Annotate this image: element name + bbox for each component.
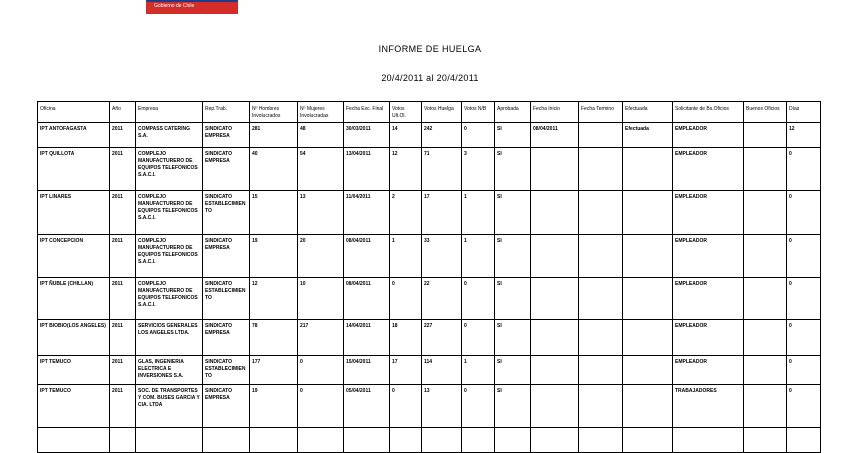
table-cell: IPT LINARES bbox=[38, 191, 110, 235]
table-cell: GLAS, INGENIERIA ELECTRICA E INVERSIONES S.A. bbox=[136, 356, 203, 385]
table-cell: 0 bbox=[787, 235, 821, 278]
column-header: Buenos Oficios bbox=[744, 102, 787, 123]
table-cell: 13/04/2011 bbox=[344, 148, 390, 191]
column-header: Fecha Inicio bbox=[531, 102, 579, 123]
table-cell: SERVICIOS GENERALES LOS ANGELES LTDA. bbox=[136, 320, 203, 356]
table-cell bbox=[579, 278, 623, 320]
table-cell: SINDICATO EMPRESA bbox=[203, 123, 250, 148]
table-cell bbox=[744, 123, 787, 148]
table-cell bbox=[579, 123, 623, 148]
table-cell: EMPLEADOR bbox=[673, 123, 744, 148]
table-cell: 08/04/2011 bbox=[531, 123, 579, 148]
table-cell: 19 bbox=[250, 235, 298, 278]
table-cell: SINDICATO ESTABLECIMIENTO bbox=[203, 356, 250, 385]
table-cell: 2 bbox=[390, 191, 422, 235]
table-cell: 1 bbox=[390, 235, 422, 278]
table-cell: 30/03/2011 bbox=[344, 123, 390, 148]
table-cell: 33 bbox=[422, 235, 462, 278]
table-cell bbox=[531, 356, 579, 385]
table-cell bbox=[298, 428, 344, 453]
table-cell: EMPLEADOR bbox=[673, 235, 744, 278]
table-cell: SI bbox=[495, 148, 531, 191]
table-cell: SINDICATO EMPRESA bbox=[203, 320, 250, 356]
table-cell: 17 bbox=[422, 191, 462, 235]
table-cell: 0 bbox=[462, 320, 495, 356]
column-header: Aprobada bbox=[495, 102, 531, 123]
report-title: INFORME DE HUELGA bbox=[378, 44, 482, 54]
table-cell bbox=[623, 356, 673, 385]
table-cell: 227 bbox=[422, 320, 462, 356]
table-cell: 0 bbox=[298, 356, 344, 385]
table-cell: 2011 bbox=[110, 320, 136, 356]
table-cell: 14 bbox=[390, 123, 422, 148]
table-cell: 13 bbox=[298, 191, 344, 235]
column-header: Fecha Termino bbox=[579, 102, 623, 123]
table-cell bbox=[136, 428, 203, 453]
table-cell: IPT QUILLOTA bbox=[38, 148, 110, 191]
table-cell: 0 bbox=[787, 278, 821, 320]
table-row bbox=[38, 428, 821, 453]
table-cell bbox=[422, 428, 462, 453]
table-cell bbox=[531, 320, 579, 356]
table-cell: SINDICATO ESTABLECIMIENTO bbox=[203, 191, 250, 235]
table-cell bbox=[579, 191, 623, 235]
table-cell: SI bbox=[495, 356, 531, 385]
table-cell: SOC. DE TRANSPORTES Y COM. BUSES GARCIA Y CIA. LTDA bbox=[136, 385, 203, 428]
table-cell bbox=[531, 148, 579, 191]
column-header: Rep.Trab. bbox=[203, 102, 250, 123]
column-header: Nº Mujeres Involucradas bbox=[298, 102, 344, 123]
table-cell bbox=[623, 428, 673, 453]
table-cell bbox=[579, 148, 623, 191]
table-cell bbox=[744, 385, 787, 428]
table-cell: IPT TEMUCO bbox=[38, 385, 110, 428]
table-cell bbox=[579, 428, 623, 453]
table-row bbox=[38, 356, 821, 385]
table-cell: 281 bbox=[250, 123, 298, 148]
table-cell: SI bbox=[495, 320, 531, 356]
table-cell bbox=[623, 235, 673, 278]
table-cell: 14/04/2011 bbox=[344, 320, 390, 356]
table-cell: 177 bbox=[250, 356, 298, 385]
table-cell: 0 bbox=[390, 385, 422, 428]
table-cell: COMPLEJO MANUFACTURERO DE EQUIPOS TELEFONICOS S.A.C.I. bbox=[136, 191, 203, 235]
table-cell bbox=[203, 428, 250, 453]
table-cell: EMPLEADOR bbox=[673, 320, 744, 356]
table-cell: SINDICATO EMPRESA bbox=[203, 148, 250, 191]
table-cell: 0 bbox=[787, 320, 821, 356]
table-cell: COMPLEJO MANUFACTURERO DE EQUIPOS TELEFONICOS S.A.C.I. bbox=[136, 278, 203, 320]
table-cell: 40 bbox=[250, 148, 298, 191]
table-cell bbox=[744, 235, 787, 278]
table-cell: 71 bbox=[422, 148, 462, 191]
table-cell bbox=[623, 148, 673, 191]
table-cell bbox=[250, 428, 298, 453]
table-cell: 22 bbox=[422, 278, 462, 320]
table-cell: 2011 bbox=[110, 385, 136, 428]
table-row bbox=[38, 123, 821, 148]
table-cell: SI bbox=[495, 123, 531, 148]
table-cell: 15 bbox=[250, 191, 298, 235]
table-cell bbox=[110, 428, 136, 453]
table-cell bbox=[531, 278, 579, 320]
table-cell: IPT CONCEPCION bbox=[38, 235, 110, 278]
table-cell: 0 bbox=[787, 191, 821, 235]
table-body bbox=[38, 123, 821, 453]
table-cell: EMPLEADOR bbox=[673, 278, 744, 320]
table-cell: 0 bbox=[390, 278, 422, 320]
table-cell bbox=[38, 428, 110, 453]
table-cell: 11/04/2011 bbox=[344, 191, 390, 235]
table-cell bbox=[579, 356, 623, 385]
table-cell: TRABAJADORES bbox=[673, 385, 744, 428]
table-cell: IPT ÑUBLE (CHILLAN) bbox=[38, 278, 110, 320]
table-cell bbox=[744, 191, 787, 235]
table-cell: 17 bbox=[390, 356, 422, 385]
table-cell: 48 bbox=[298, 123, 344, 148]
table-cell bbox=[495, 428, 531, 453]
table-cell: 1 bbox=[462, 235, 495, 278]
table-cell: IPT BIOBIO(LOS ANGELES) bbox=[38, 320, 110, 356]
table-cell: 54 bbox=[298, 148, 344, 191]
table-cell bbox=[744, 148, 787, 191]
table-cell bbox=[623, 385, 673, 428]
table-cell: SINDICATO ESTABLECIMIENTO bbox=[203, 278, 250, 320]
table-cell: 2011 bbox=[110, 356, 136, 385]
column-header: Nº Hombres Involucrados bbox=[250, 102, 298, 123]
table-row bbox=[38, 191, 821, 235]
table-cell: 10 bbox=[298, 278, 344, 320]
logo-text: Gobierno de Chile bbox=[154, 3, 195, 9]
table-cell bbox=[390, 428, 422, 453]
table-cell bbox=[744, 356, 787, 385]
table-cell: 217 bbox=[298, 320, 344, 356]
report-date-range: 20/4/2011 al 20/4/2011 bbox=[381, 73, 479, 83]
column-header: Solicitante de Bs.Oficios bbox=[673, 102, 744, 123]
table-cell: 0 bbox=[787, 148, 821, 191]
table-cell: 0 bbox=[462, 123, 495, 148]
table-cell: 114 bbox=[422, 356, 462, 385]
column-header: Días bbox=[787, 102, 821, 123]
table-cell: COMPLEJO MANUFACTURERO DE EQUIPOS TELEFONICOS S.A.C.I. bbox=[136, 235, 203, 278]
table-cell bbox=[623, 191, 673, 235]
table-cell bbox=[344, 428, 390, 453]
table-cell: SINDICATO EMPRESA bbox=[203, 235, 250, 278]
table-cell bbox=[579, 320, 623, 356]
table-cell: 2011 bbox=[110, 235, 136, 278]
column-header: Votos Huelga bbox=[422, 102, 462, 123]
column-header: Efectuada bbox=[623, 102, 673, 123]
column-header: Votos Ult.Ol. bbox=[390, 102, 422, 123]
table-cell: 0 bbox=[787, 385, 821, 428]
column-header: Empresa bbox=[136, 102, 203, 123]
table-cell: 3 bbox=[462, 148, 495, 191]
table-cell: SI bbox=[495, 278, 531, 320]
table-cell: 0 bbox=[462, 385, 495, 428]
table-cell: SINDICATO EMPRESA bbox=[203, 385, 250, 428]
table-cell: 12 bbox=[250, 278, 298, 320]
table-cell bbox=[462, 428, 495, 453]
table-cell: 1 bbox=[462, 191, 495, 235]
table-row bbox=[38, 278, 821, 320]
table-cell bbox=[531, 235, 579, 278]
table-cell: COMPLEJO MANUFACTURERO DE EQUIPOS TELEFONICOS S.A.C.I. bbox=[136, 148, 203, 191]
table-header-row bbox=[38, 102, 821, 123]
table-cell: 2011 bbox=[110, 191, 136, 235]
table-row bbox=[38, 385, 821, 428]
table-cell: 05/04/2011 bbox=[344, 385, 390, 428]
table-cell: SI bbox=[495, 385, 531, 428]
table-cell: 78 bbox=[250, 320, 298, 356]
table-cell: 0 bbox=[787, 356, 821, 385]
table-cell: EMPLEADOR bbox=[673, 191, 744, 235]
table-cell bbox=[579, 235, 623, 278]
table-cell: 0 bbox=[298, 385, 344, 428]
column-header: Oficina bbox=[38, 102, 110, 123]
table-cell: SI bbox=[495, 191, 531, 235]
table-cell: 08/04/2011 bbox=[344, 278, 390, 320]
table-cell bbox=[579, 385, 623, 428]
table-cell: 2011 bbox=[110, 148, 136, 191]
table-cell bbox=[531, 385, 579, 428]
table-cell: COMPASS CATERING S.A. bbox=[136, 123, 203, 148]
table-cell: 12 bbox=[787, 123, 821, 148]
table-cell: 13 bbox=[422, 385, 462, 428]
table-cell bbox=[531, 428, 579, 453]
table-cell: 2011 bbox=[110, 123, 136, 148]
table-row bbox=[38, 320, 821, 356]
table-cell bbox=[744, 428, 787, 453]
table-cell: Efectuada bbox=[623, 123, 673, 148]
table-cell: 242 bbox=[422, 123, 462, 148]
table-cell bbox=[531, 191, 579, 235]
gobierno-de-chile-logo bbox=[146, 0, 238, 14]
table-cell bbox=[787, 428, 821, 453]
table-cell: 12 bbox=[390, 148, 422, 191]
table-cell: 08/04/2011 bbox=[344, 235, 390, 278]
table-cell bbox=[673, 428, 744, 453]
column-header: Año bbox=[110, 102, 136, 123]
table-cell: 19 bbox=[250, 385, 298, 428]
table-cell: 0 bbox=[462, 278, 495, 320]
table-cell: 1 bbox=[462, 356, 495, 385]
table-cell: IPT TEMUCO bbox=[38, 356, 110, 385]
table-cell: 18 bbox=[390, 320, 422, 356]
column-header: Fecha Exc. Final bbox=[344, 102, 390, 123]
table-cell: EMPLEADOR bbox=[673, 148, 744, 191]
table-cell: EMPLEADOR bbox=[673, 356, 744, 385]
table-cell bbox=[744, 320, 787, 356]
table-cell: IPT ANTOFAGASTA bbox=[38, 123, 110, 148]
table-cell bbox=[744, 278, 787, 320]
table-cell bbox=[623, 278, 673, 320]
column-header: Votos N/B bbox=[462, 102, 495, 123]
table-cell: 2011 bbox=[110, 278, 136, 320]
table-row bbox=[38, 148, 821, 191]
table-cell bbox=[623, 320, 673, 356]
table-cell: 20 bbox=[298, 235, 344, 278]
table-cell: SI bbox=[495, 235, 531, 278]
strike-report-table bbox=[37, 101, 821, 453]
table-row bbox=[38, 235, 821, 278]
table-cell: 15/04/2011 bbox=[344, 356, 390, 385]
